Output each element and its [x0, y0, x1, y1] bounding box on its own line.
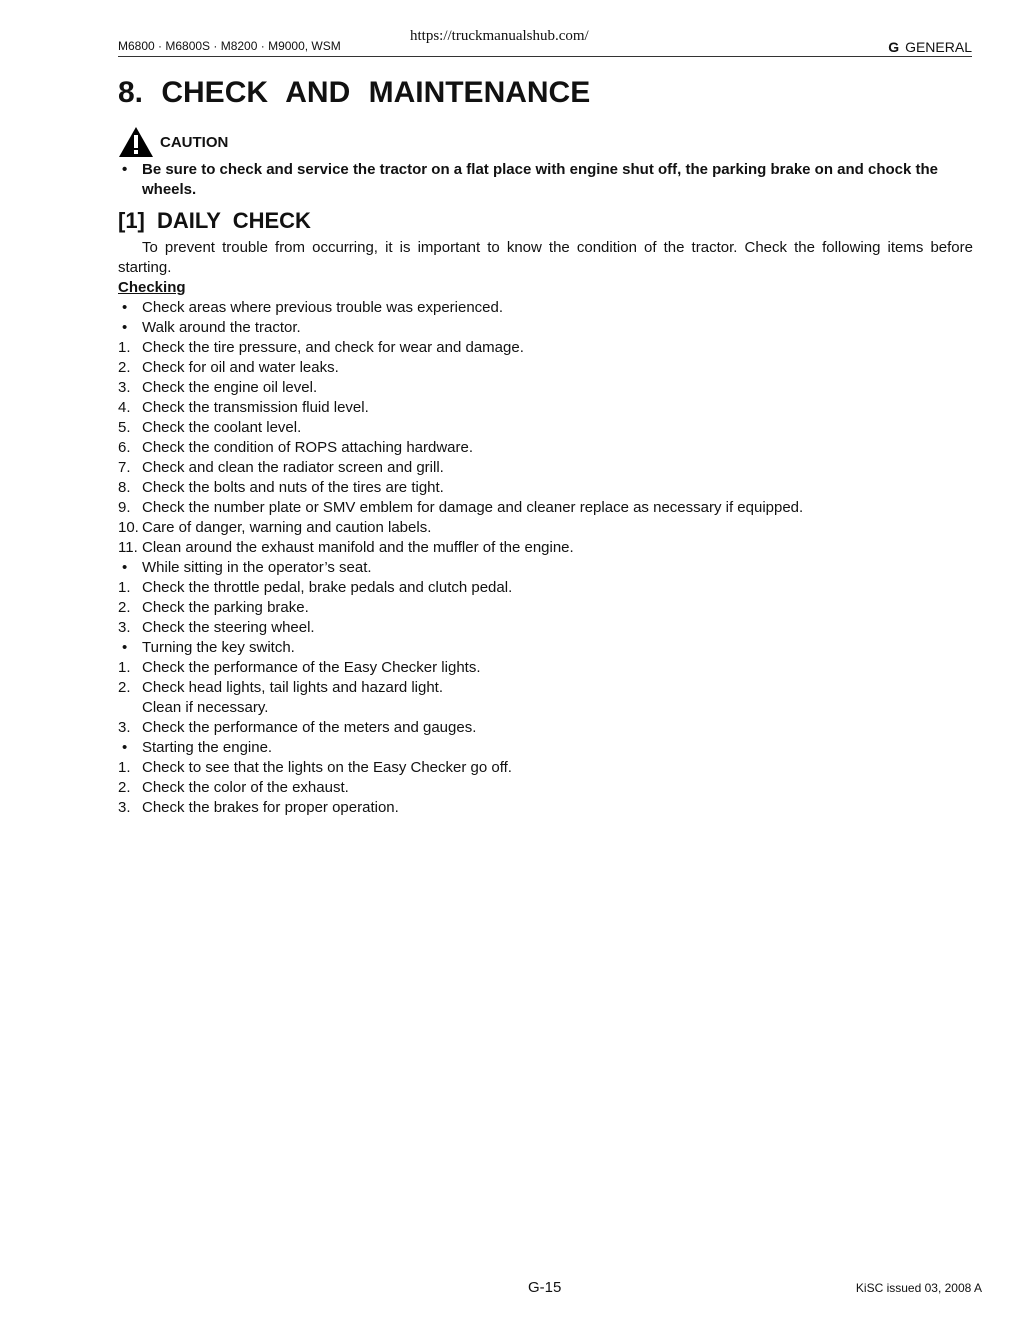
list-item — [118, 738, 978, 758]
caution-body: Be sure to check and service the tractor on a flat place with engine shut off, the parking brake on and chock the wheels. — [142, 161, 939, 198]
list-item-text: Check areas where previous trouble was experienced. — [142, 299, 504, 316]
list-item-text: Check the number plate or SMV emblem for damage and cleaner replace as necessary if equipped. — [142, 499, 804, 516]
list-item — [118, 378, 978, 398]
list-item — [118, 458, 978, 478]
list-item — [118, 798, 978, 818]
bullet-marker: • — [122, 161, 128, 178]
list-item — [118, 478, 978, 498]
header-section-letter: G — [888, 39, 900, 55]
list-item — [118, 338, 978, 358]
list-item-text: Check for oil and water leaks. — [142, 359, 339, 376]
list-marker: • — [122, 319, 128, 336]
list-item-text: Check the tire pressure, and check for wear and damage. — [142, 339, 524, 356]
issue-info: KiSC issued 03, 2008 A — [855, 1281, 982, 1295]
list-marker: 2. — [118, 359, 131, 376]
header-section — [888, 39, 972, 55]
list-marker: 6. — [118, 439, 131, 456]
list-item — [118, 438, 978, 458]
list-item-text: Check the throttle pedal, brake pedals and clutch pedal. — [142, 579, 513, 596]
list-item — [118, 558, 978, 578]
list-item-text: Clean if necessary. — [142, 699, 269, 716]
list-marker: • — [122, 559, 128, 576]
list-item-text: Check the bolts and nuts of the tires are tight. — [142, 479, 444, 496]
caution-block — [118, 126, 978, 200]
list-item-text: Check the performance of the Easy Checker lights. — [142, 659, 481, 676]
section-intro: To prevent trouble from occurring, it is important to know the condition of the tractor. Check the following items before starting. — [118, 239, 973, 276]
list-marker: 1. — [118, 579, 131, 596]
list-item — [118, 778, 978, 798]
list-item-text: Care of danger, warning and caution labels. — [142, 519, 432, 536]
list-marker: 7. — [118, 459, 131, 476]
list-marker: 2. — [118, 679, 131, 696]
caution-label: CAUTION — [160, 133, 229, 151]
list-item-text: Check head lights, tail lights and hazard light. — [142, 679, 444, 696]
header-section-name: GENERAL — [905, 39, 972, 55]
caution-header — [118, 126, 978, 158]
header-url[interactable]: https://truckmanualshub.com/ — [410, 28, 589, 44]
list-marker: • — [122, 299, 128, 316]
list-marker: 1. — [118, 759, 131, 776]
list-item — [118, 298, 978, 318]
list-item — [118, 758, 978, 778]
list-item — [118, 718, 978, 738]
list-item-text: While sitting in the operator’s seat. — [142, 559, 372, 576]
list-marker: 3. — [118, 619, 131, 636]
header-models: M6800 · M6800S · M8200 · M9000, WSM — [118, 39, 341, 53]
list-item-text: Starting the engine. — [142, 739, 273, 756]
list-item-text: Check the coolant level. — [142, 419, 302, 436]
list-marker: 3. — [118, 379, 131, 396]
list-item — [118, 618, 978, 638]
list-item — [118, 678, 978, 698]
list-marker: 4. — [118, 399, 131, 416]
list-item-text: Check the color of the exhaust. — [142, 779, 349, 796]
check-list — [118, 298, 978, 818]
list-marker: 1. — [118, 339, 131, 356]
subheading: Checking — [118, 279, 186, 296]
list-item-text: Check the condition of ROPS attaching hardware. — [142, 439, 474, 456]
list-item — [118, 638, 978, 658]
list-item — [118, 358, 978, 378]
list-item — [118, 658, 978, 678]
header-rule — [118, 56, 972, 57]
list-marker: 8. — [118, 479, 131, 496]
list-item-text: Walk around the tractor. — [142, 319, 301, 336]
list-marker: • — [122, 739, 128, 756]
list-item — [118, 418, 978, 438]
section-heading: [1] DAILY CHECK — [118, 208, 311, 233]
warning-triangle-icon — [118, 126, 154, 158]
list-item-text: Check and clean the radiator screen and grill. — [142, 459, 444, 476]
list-item-text: Clean around the exhaust manifold and the muffler of the engine. — [142, 539, 574, 556]
list-item — [118, 698, 978, 718]
caution-text — [118, 160, 978, 200]
list-marker: 10. — [118, 519, 139, 536]
list-marker: 3. — [118, 719, 131, 736]
list-item-text: Check the performance of the meters and gauges. — [142, 719, 477, 736]
list-item — [118, 518, 978, 538]
list-item-text: Check to see that the lights on the Easy Checker go off. — [142, 759, 512, 776]
list-marker: • — [122, 639, 128, 656]
list-marker: 9. — [118, 499, 131, 516]
page-title: 8. CHECK AND MAINTENANCE — [118, 76, 591, 109]
list-item — [118, 598, 978, 618]
list-item-text: Check the transmission fluid level. — [142, 399, 369, 416]
list-marker: 1. — [118, 659, 131, 676]
list-marker: 3. — [118, 799, 131, 816]
list-item — [118, 498, 978, 518]
list-item-text: Check the engine oil level. — [142, 379, 318, 396]
page-number: G-15 — [528, 1279, 562, 1296]
list-item — [118, 398, 978, 418]
list-item-text: Check the steering wheel. — [142, 619, 315, 636]
list-item-text: Turning the key switch. — [142, 639, 295, 656]
list-marker: 11. — [118, 539, 138, 556]
list-marker: 5. — [118, 419, 131, 436]
list-item — [118, 538, 978, 558]
list-marker: 2. — [118, 779, 131, 796]
list-item — [118, 578, 978, 598]
list-item-text: Check the brakes for proper operation. — [142, 799, 399, 816]
list-marker: 2. — [118, 599, 131, 616]
list-item — [118, 318, 978, 338]
list-item-text: Check the parking brake. — [142, 599, 309, 616]
